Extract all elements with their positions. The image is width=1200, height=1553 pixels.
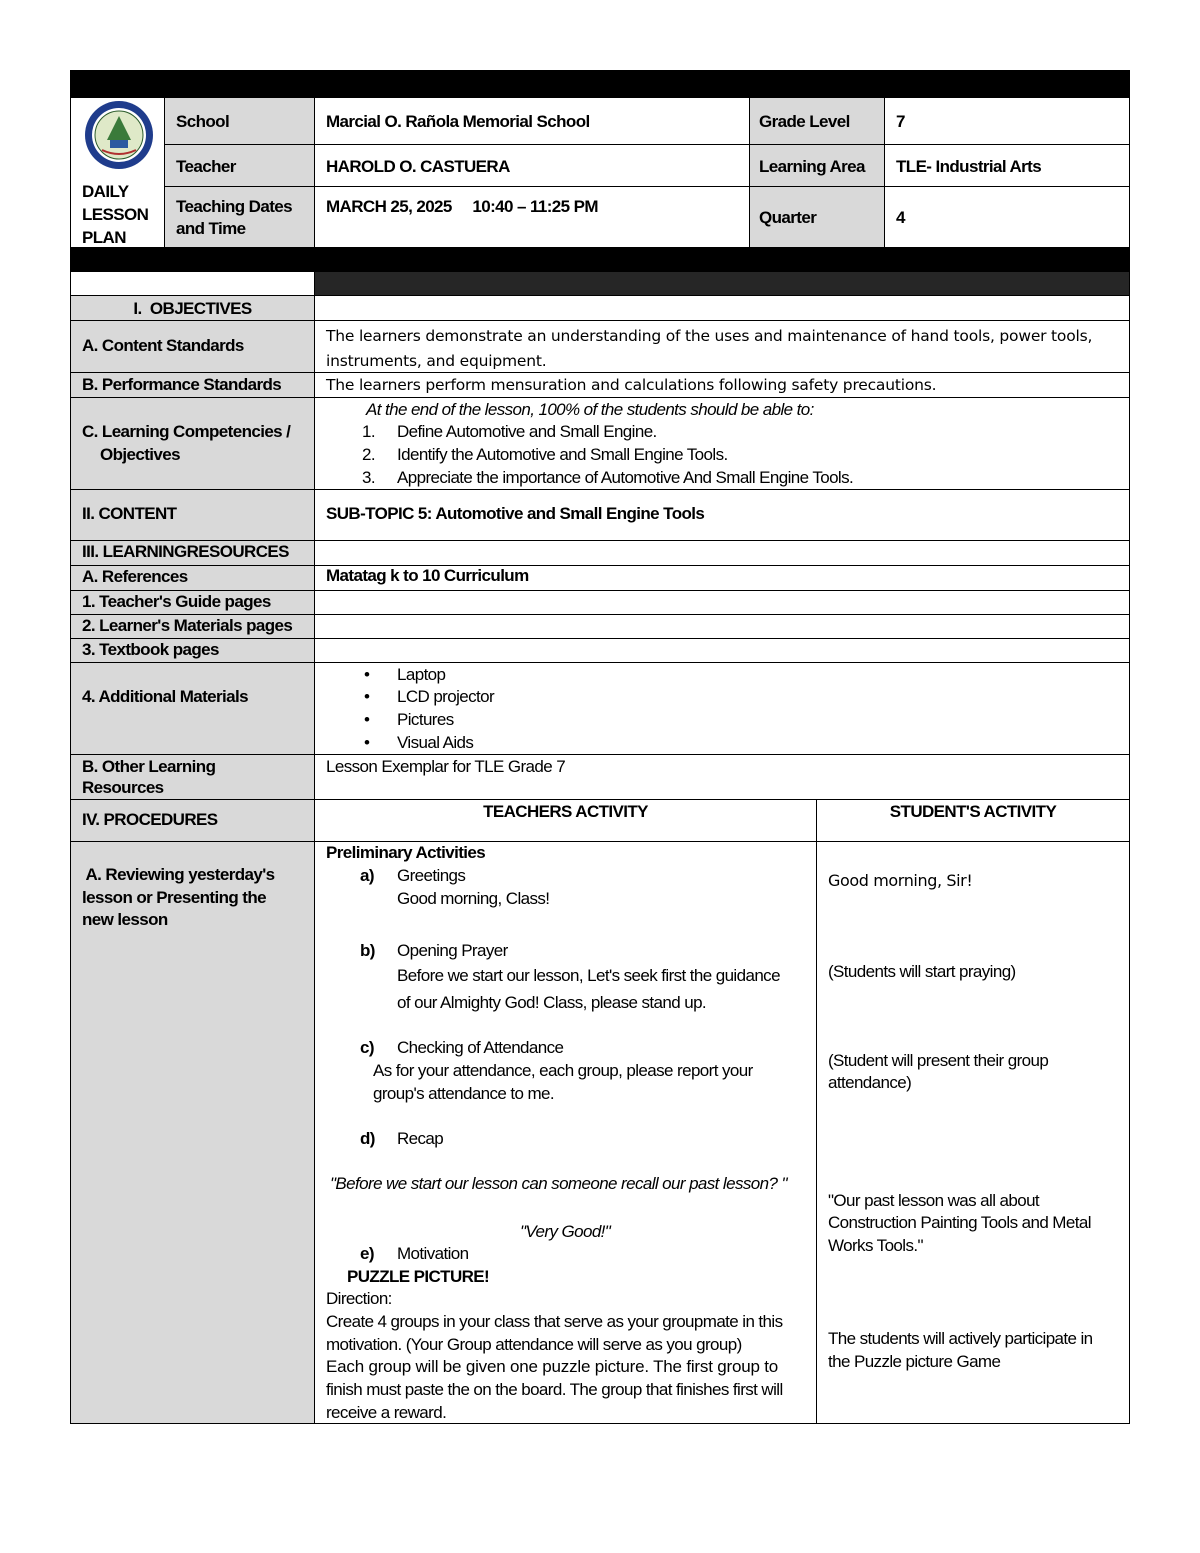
attendance-title: Checking of Attendance	[397, 1038, 564, 1057]
objectives-heading: I. OBJECTIVES	[133, 299, 252, 318]
student-recap-1: "Our past lesson was all about	[828, 1191, 1040, 1210]
student-recap-3: Works Tools."	[828, 1236, 923, 1255]
student-greeting: Good morning, Sir!	[828, 871, 973, 890]
school-label: School	[176, 112, 230, 131]
school-seal-logo	[84, 100, 154, 170]
student-attendance-2: attendance)	[828, 1073, 912, 1092]
content-standards-label: A. Content Standards	[82, 336, 244, 355]
dlp-title: DAILY LESSON PLAN	[82, 182, 149, 247]
prayer-title: Opening Prayer	[397, 941, 508, 960]
references-label: A. References	[82, 567, 188, 586]
section-a-label-2: lesson or Presenting the	[82, 888, 266, 907]
teachers-guide-label: 1. Teacher's Guide pages	[82, 592, 271, 611]
references-value: Matatag k to 10 Curriculum	[326, 566, 529, 585]
teacher-label: Teacher	[176, 157, 236, 176]
top-black-band	[70, 71, 1130, 98]
competency-num: 3.	[362, 468, 375, 487]
step-letter: e)	[360, 1244, 374, 1263]
student-puzzle-2: the Puzzle picture Game	[828, 1352, 1001, 1371]
competency-num: 2.	[362, 445, 375, 464]
step-letter: c)	[360, 1038, 374, 1057]
prayer-text-1: Before we start our lesson, Let's seek first the guidance	[397, 966, 780, 985]
students-activity-header: STUDENT'S ACTIVITY	[889, 802, 1057, 821]
direction-label: Direction:	[326, 1289, 392, 1308]
recap-question: "Before we start our lesson can someone recall our past lesson? "	[330, 1174, 787, 1193]
step-letter: b)	[360, 941, 375, 960]
performance-standards-text: The learners perform mensuration and calculations following safety precautions.	[326, 376, 937, 394]
direction-line: Create 4 groups in your class that serve as your groupmate in this	[326, 1312, 783, 1331]
preliminary-activities: Preliminary Activities	[326, 843, 486, 862]
motivation-title: Motivation	[397, 1244, 469, 1263]
material-item: Pictures	[397, 710, 454, 729]
section-a-label-1: A. Reviewing yesterday's	[82, 865, 275, 884]
competency-num: 1.	[362, 422, 375, 441]
material-item: Visual Aids	[397, 733, 474, 752]
quarter-label: Quarter	[759, 208, 817, 227]
teachers-activity-header: TEACHERS ACTIVITY	[483, 802, 648, 821]
additional-materials-label: 4. Additional Materials	[82, 687, 248, 706]
procedures-heading: IV. PROCEDURES	[82, 810, 218, 829]
recap-title: Recap	[397, 1129, 444, 1148]
competencies-intro: At the end of the lesson, 100% of the students should be able to:	[366, 400, 814, 419]
competencies-label-1: C. Learning Competencies /	[82, 422, 291, 441]
dark-band-right	[314, 272, 1130, 295]
performance-standards-label: B. Performance Standards	[82, 375, 282, 394]
other-resources-label-1: B. Other Learning	[82, 757, 216, 776]
learners-materials-label: 2. Learner's Materials pages	[82, 616, 293, 635]
school-value: Marcial O. Rañola Memorial School	[326, 112, 590, 131]
direction-line: receive a reward.	[326, 1403, 447, 1422]
attendance-text-1: As for your attendance, each group, please report your	[373, 1061, 753, 1080]
competency-text: Appreciate the importance of Automotive And Small Engine Tools.	[397, 468, 854, 487]
competency-text: Identify the Automotive and Small Engine Tools.	[397, 445, 728, 464]
content-standards-text: The learners demonstrate an understanding of the uses and maintenance of hand tools, power tools, instruments, and equipment.	[326, 327, 1093, 370]
learning-area-label: Learning Area	[759, 157, 865, 176]
puzzle-title: PUZZLE PICTURE!	[347, 1267, 490, 1286]
greetings-text: Good morning, Class!	[397, 889, 550, 908]
competency-text: Define Automotive and Small Engine.	[397, 422, 657, 441]
student-attendance-1: (Student will present their group	[828, 1051, 1049, 1070]
mid-black-band	[70, 247, 1130, 272]
resources-heading: III. LEARNINGRESOURCES	[82, 542, 289, 561]
competencies-label-2: Objectives	[100, 445, 180, 464]
bullet-dot: •	[364, 687, 370, 706]
student-recap-2: Construction Painting Tools and Metal	[828, 1213, 1091, 1232]
step-letter: d)	[360, 1129, 375, 1148]
grade-level-label: Grade Level	[759, 112, 850, 131]
material-item: Laptop	[397, 665, 446, 684]
learning-area-value: TLE- Industrial Arts	[896, 157, 1042, 176]
direction-line: finish must paste the on the board. The group that finishes first will	[326, 1380, 783, 1399]
other-resources-label-2: Resources	[82, 778, 164, 797]
very-good: "Very Good!"	[520, 1222, 611, 1241]
attendance-text-2: group's attendance to me.	[373, 1084, 555, 1103]
student-puzzle-1: The students will actively participate in	[828, 1329, 1093, 1348]
content-heading: II. CONTENT	[82, 504, 177, 523]
quarter-value: 4	[896, 208, 905, 227]
step-letter: a)	[360, 866, 374, 885]
student-prayer: (Students will start praying)	[828, 962, 1016, 981]
prayer-text-2: of our Almighty God! Class, please stand up.	[397, 993, 707, 1012]
content-value: SUB-TOPIC 5: Automotive and Small Engine Tools	[326, 504, 705, 523]
bullet-dot: •	[364, 665, 370, 684]
direction-line: motivation. (Your Group attendance will serve as you group)	[326, 1335, 742, 1354]
dates-label: Teaching Dates and Time	[176, 197, 292, 238]
grade-level-value: 7	[896, 112, 905, 131]
dates-value: MARCH 25, 2025 10:40 – 11:25 PM	[326, 197, 598, 216]
teacher-value: HAROLD O. CASTUERA	[326, 157, 510, 176]
bullet-dot: •	[364, 733, 370, 752]
material-item: LCD projector	[397, 687, 495, 706]
greetings-title: Greetings	[397, 866, 466, 885]
bullet-dot: •	[364, 710, 370, 729]
section-a-label-3: new lesson	[82, 910, 168, 929]
other-resources-value: Lesson Exemplar for TLE Grade 7	[326, 757, 566, 776]
textbook-label: 3. Textbook pages	[82, 640, 219, 659]
direction-line: Each group will be given one puzzle picture. The first group to	[326, 1357, 779, 1376]
